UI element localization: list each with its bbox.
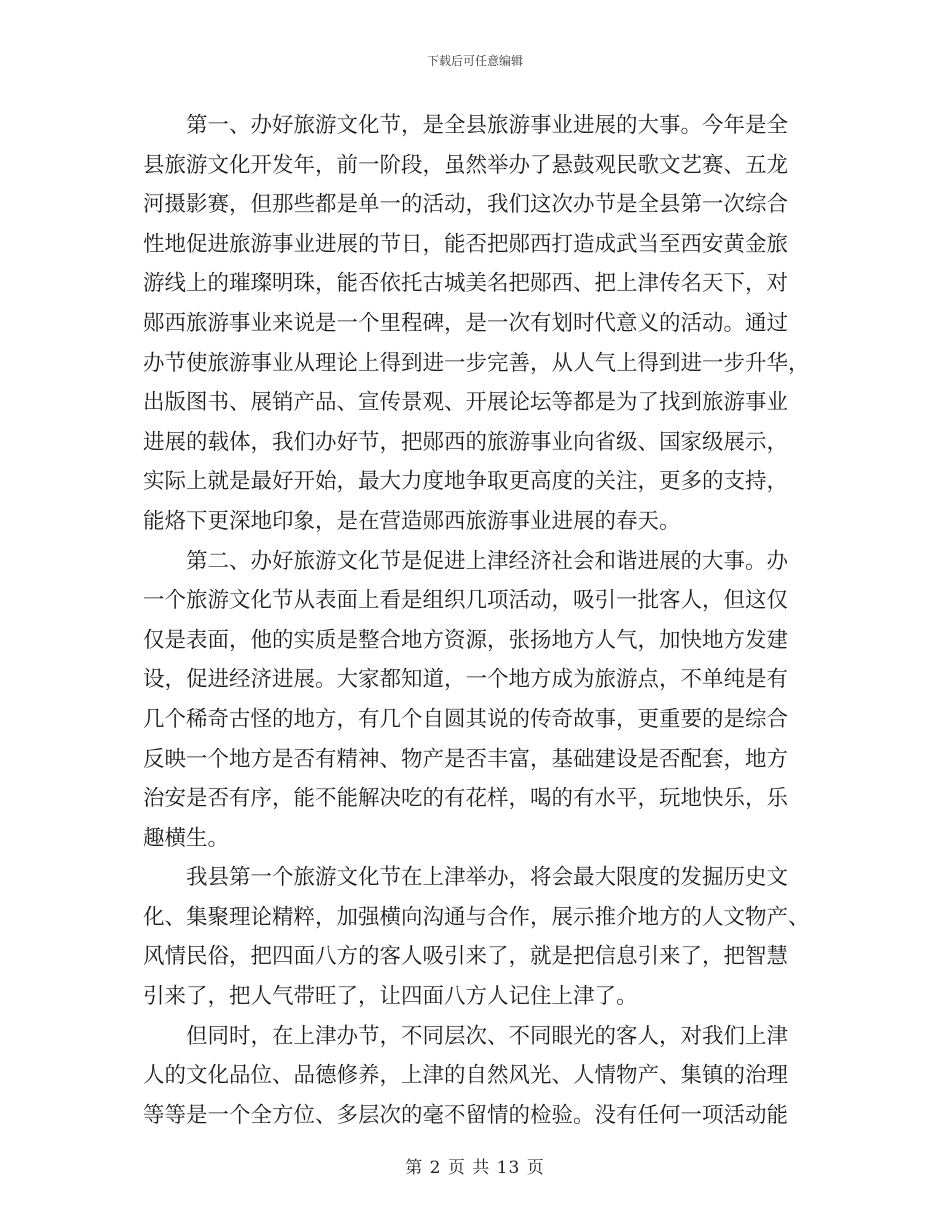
text-line: 引来了，把人气带旺了，让四面八方人记住上津了。 [143, 984, 638, 1010]
page-header: 下载后可任意编辑 [426, 54, 523, 68]
text-line: 第一、办好旅游文化节，是全县旅游事业进展的大事。今年是全 [186, 113, 789, 138]
text-line: 我县第一个旅游文化节在上津举办，将会最大限度的发掘历史文 [186, 865, 789, 891]
text-line: 实际上就是最好开始，最大力度地争取更高度的关注，更多的支持， [143, 469, 789, 495]
text-line: 河摄影赛，但那些都是单一的活动，我们这次办节是全县第一次综合 [143, 192, 789, 218]
text-line: 趣横生。 [143, 825, 230, 851]
text-line: 治安是否有序，能不能解决吃的有花样，喝的有水平，玩地快乐，乐 [143, 786, 789, 812]
paragraph-3 [143, 858, 810, 1016]
text-line: 风情民俗，把四面八方的客人吸引来了，就是把信息引来了，把智慧 [143, 944, 789, 970]
text-line: 县旅游文化开发年，前一阶段，虽然举办了悬鼓观民歌文艺赛、五龙 [143, 152, 789, 178]
text-line: 一个旅游文化节从表面上看是组织几项活动，吸引一批客人，但这仅 [143, 588, 789, 614]
text-line: 化、集聚理论精粹，加强横向沟通与合作，展示推介地方的人文物产、 [143, 904, 810, 930]
text-line: 几个稀奇古怪的地方，有几个自圆其说的传奇故事，更重要的是综合 [143, 706, 789, 732]
document-body [143, 106, 810, 1135]
page-number-footer: 第 2 页 共 13 页 [405, 1158, 545, 1178]
text-line: 办节使旅游事业从理论上得到进一步完善，从人气上得到进一步升华， [143, 350, 810, 376]
paragraph-4 [143, 1017, 795, 1136]
text-line: 出版图书、展销产品、宣传景观、开展论坛等都是为了找到旅游事业 [143, 390, 789, 416]
text-line: 性地促进旅游事业进展的节日，能否把郧西打造成武当至西安黄金旅 [143, 231, 789, 257]
text-line: 反映一个地方是否有精神、物产是否丰富，基础建设是否配套，地方 [143, 746, 789, 772]
text-line: 等等是一个全方位、多层次的毫不留情的检验。没有任何一项活动能 [143, 1102, 789, 1128]
text-line: 能烙下更深地印象，是在营造郧西旅游事业进展的春天。 [143, 508, 681, 534]
text-line: 进展的载体，我们办好节，把郧西的旅游事业向省级、国家级展示， [143, 429, 789, 455]
text-line: 郧西旅游事业来说是一个里程碑，是一次有划时代意义的活动。通过 [143, 310, 789, 336]
paragraph-2 [143, 542, 795, 859]
paragraph-1 [143, 106, 810, 542]
text-line: 游线上的璀璨明珠，能否依托古城美名把郧西、把上津传名天下，对 [143, 271, 789, 297]
text-line: 仅是表面，他的实质是整合地方资源，张扬地方人气，加快地方发建 [143, 627, 789, 653]
text-line: 第二、办好旅游文化节是促进上津经济社会和谐进展的大事。办 [186, 548, 789, 574]
text-line: 设，促进经济进展。大家都知道，一个地方成为旅游点，不单纯是有 [143, 667, 789, 693]
text-line: 人的文化品位、品德修养，上津的自然风光、人情物产、集镇的治理 [143, 1063, 789, 1089]
text-line: 但同时，在上津办节，不同层次、不同眼光的客人，对我们上津 [186, 1023, 789, 1049]
